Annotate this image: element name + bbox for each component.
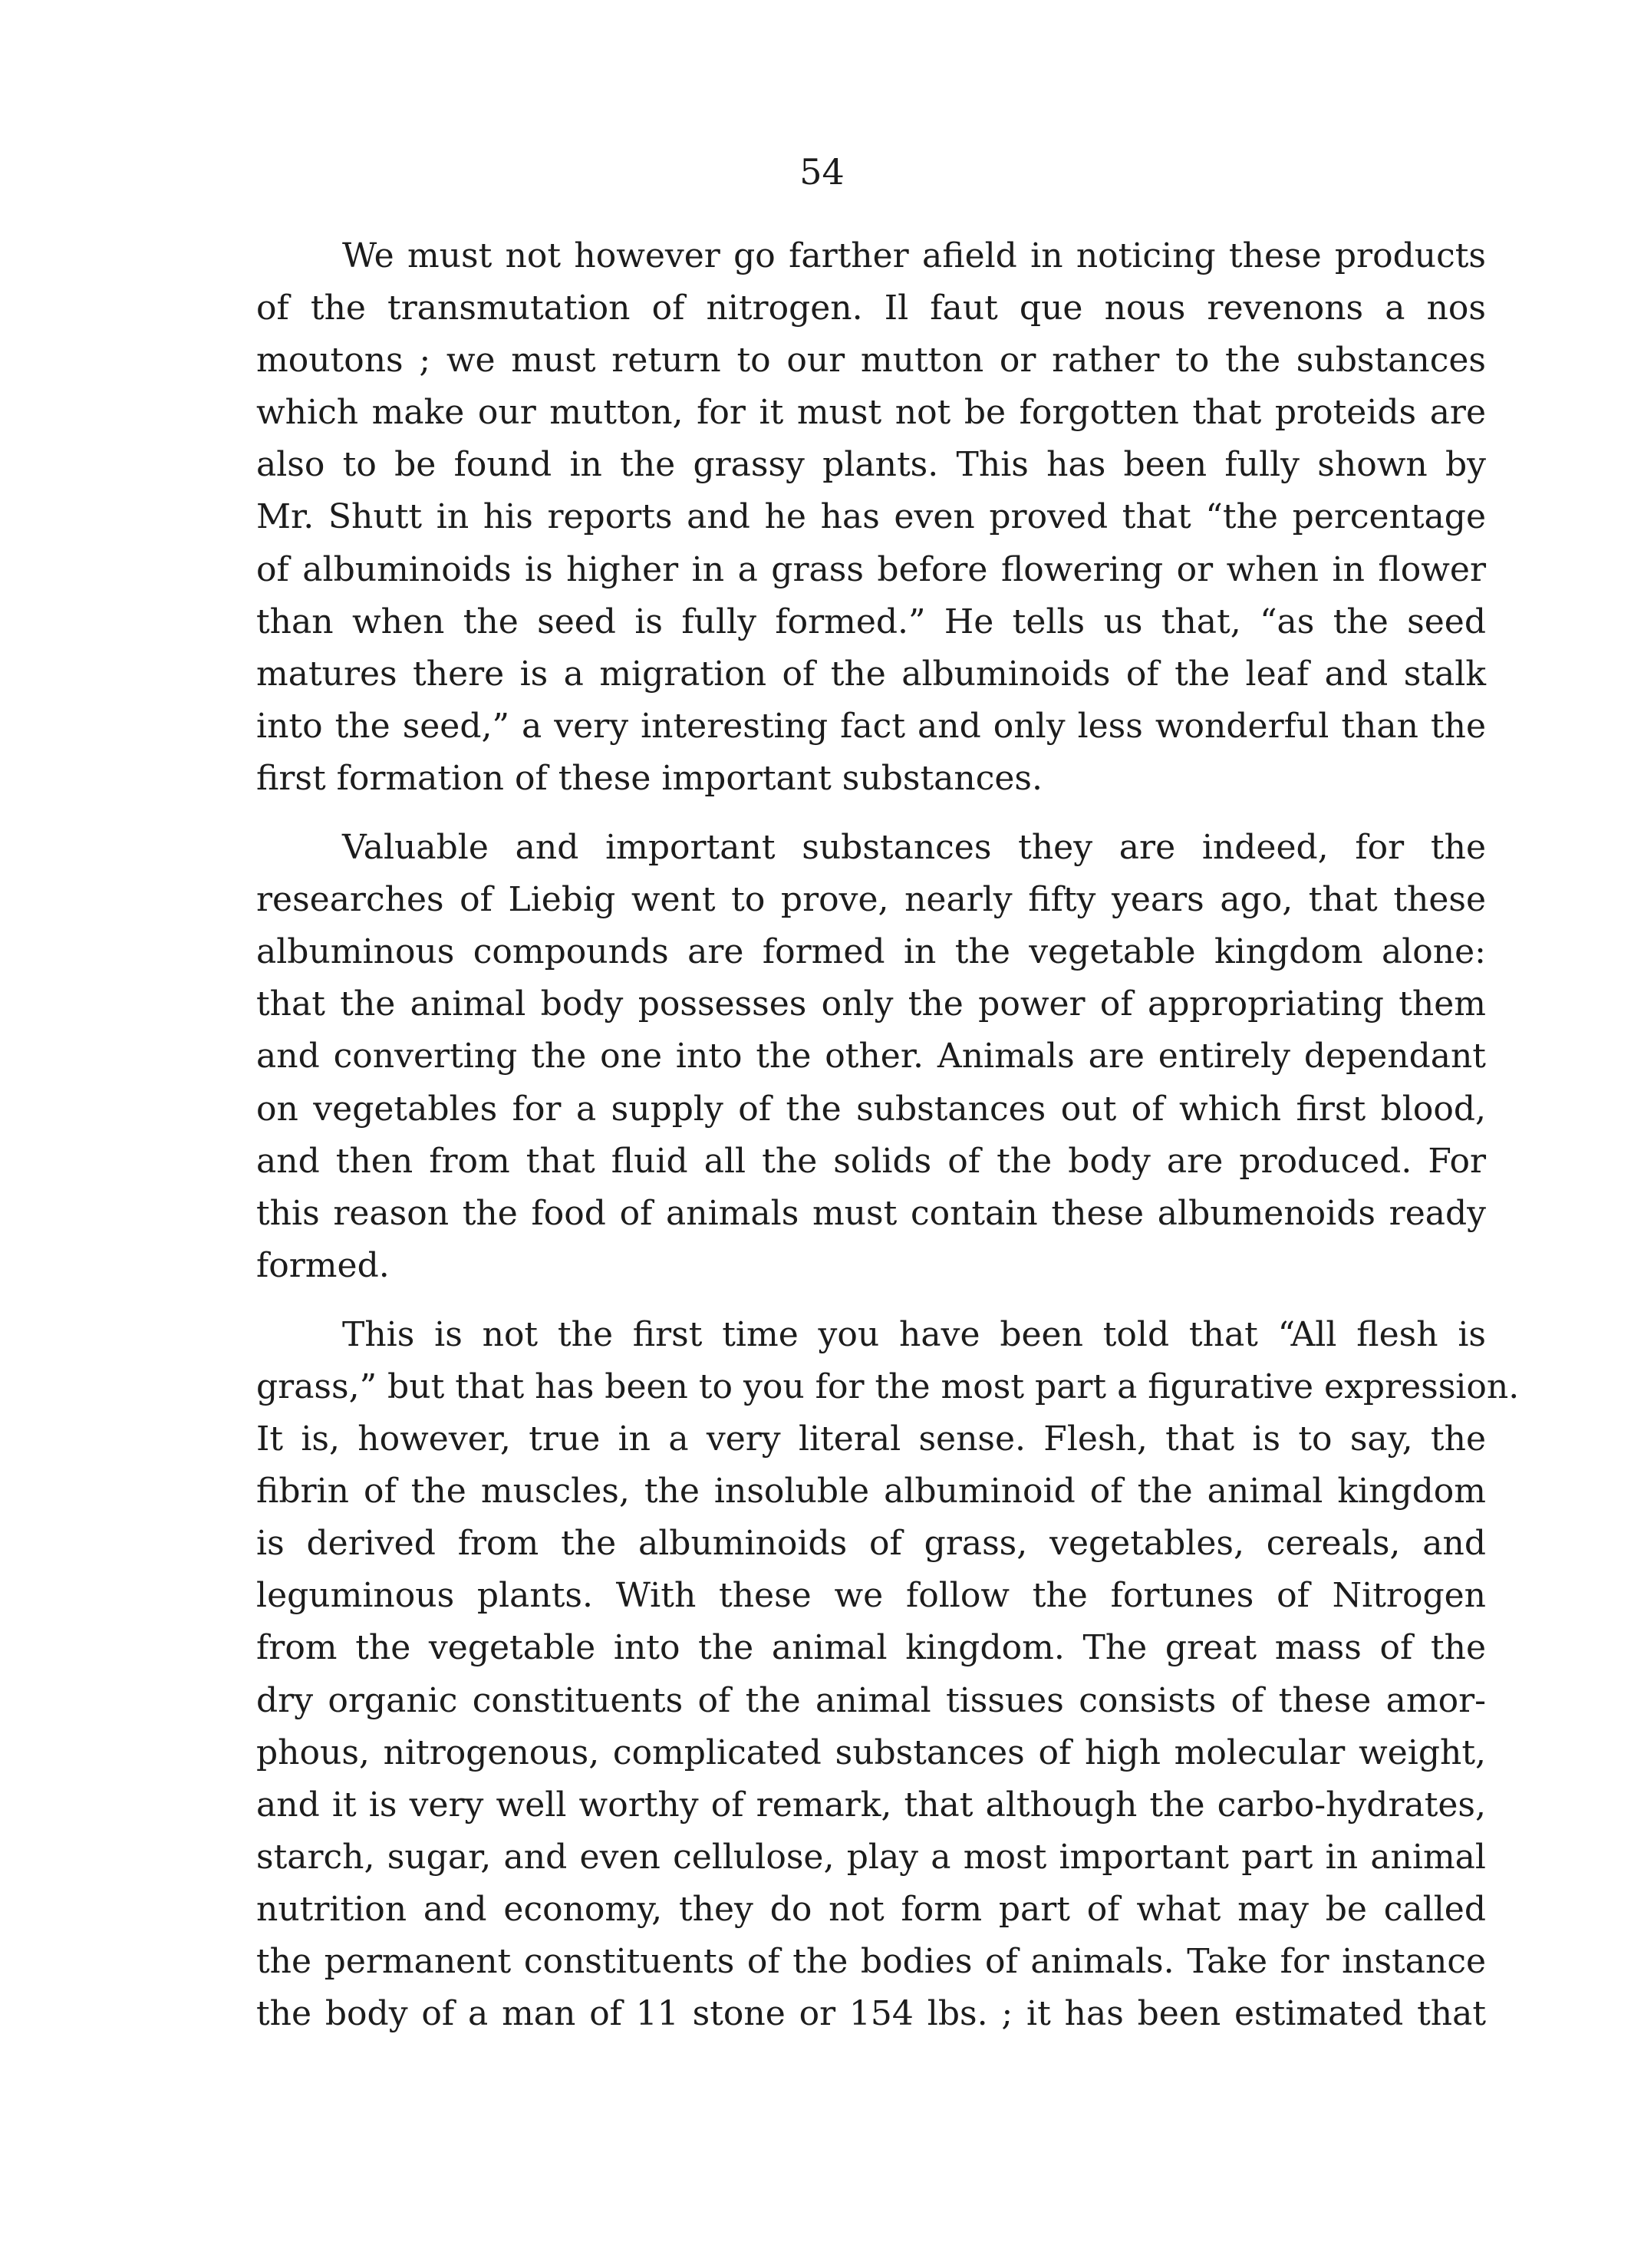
text-line: which make our mutton, for it must not be forgotten that proteids are <box>256 393 1486 433</box>
text-line: and it is very well worthy of remark, that although the carbo-hydrates, <box>256 1785 1486 1825</box>
text-line: nutrition and economy, they do not form part of what may be called <box>256 1889 1486 1929</box>
text-line: phous, nitrogenous, complicated substances of high molecular weight, <box>256 1732 1486 1772</box>
text-line: leguminous plants. With these we follow the fortunes of Nitrogen <box>256 1576 1486 1616</box>
text-line: starch, sugar, and even cellulose, play a most important part in animal <box>256 1837 1486 1877</box>
text-line: of the transmutation of nitrogen. Il faut que nous revenons a nos <box>256 288 1486 328</box>
text-line: moutons ; we must return to our mutton or rather to the substances <box>256 341 1486 381</box>
text-line: albuminous compounds are formed in the vegetable kingdom alone: <box>256 932 1486 972</box>
text-line: is derived from the albuminoids of grass, vegetables, cereals, and <box>256 1524 1486 1564</box>
text-line: first formation of these important substances. <box>256 758 1043 798</box>
paragraph-3 <box>256 1309 1520 2040</box>
text-line: dry organic constituents of the animal tissues consists of these amor- <box>256 1680 1486 1720</box>
paragraph-2 <box>256 822 1486 1292</box>
text-line: Mr. Shutt in his reports and he has even proved that “the percentage <box>256 497 1486 537</box>
text-line: and converting the one into the other. Animals are entirely dependant <box>256 1037 1486 1076</box>
text-line: of albuminoids is higher in a grass before flowering or when in flower <box>256 549 1486 589</box>
text-line: Valuable and important substances they are indeed, for the <box>342 828 1486 868</box>
text-line: from the vegetable into the animal kingdom. The great mass of the <box>256 1628 1486 1668</box>
text-line: the body of a man of 11 stone or 154 lbs. ; it has been estimated that <box>256 1994 1486 2034</box>
text-line: grass,” but that has been to you for the most part a figurative expression. <box>256 1366 1520 1406</box>
text-line: We must not however go farther afield in noticing these products <box>342 236 1486 275</box>
text-line: into the seed,” a very interesting fact and only less wonderful than the <box>256 706 1486 746</box>
text-line: than when the seed is fully formed.” He tells us that, “as the seed <box>256 602 1486 641</box>
text-line: This is not the first time you have been told that “All flesh is <box>342 1314 1486 1354</box>
text-line: also to be found in the grassy plants. This has been fully shown by <box>256 445 1486 485</box>
text-line: fibrin of the muscles, the insoluble albuminoid of the animal kingdom <box>256 1472 1486 1511</box>
body-text <box>256 230 1520 2040</box>
text-line: that the animal body possesses only the power of appropriating them <box>256 984 1486 1024</box>
text-line: researches of Liebig went to prove, nearly fifty years ago, that these <box>256 880 1486 920</box>
page-number: 54 <box>799 151 845 193</box>
paragraph-1 <box>256 230 1486 805</box>
text-line: the permanent constituents of the bodies of animals. Take for instance <box>256 1942 1486 1981</box>
text-line: and then from that fluid all the solids of the body are produced. For <box>256 1141 1486 1181</box>
text-line: this reason the food of animals must contain these albumenoids ready <box>256 1193 1486 1233</box>
text-line: on vegetables for a supply of the substances out of which first blood, <box>256 1089 1486 1129</box>
text-line: It is, however, true in a very literal sense. Flesh, that is to say, the <box>256 1419 1486 1459</box>
text-line: formed. <box>256 1245 390 1285</box>
text-line: matures there is a migration of the albuminoids of the leaf and stalk <box>256 654 1486 694</box>
